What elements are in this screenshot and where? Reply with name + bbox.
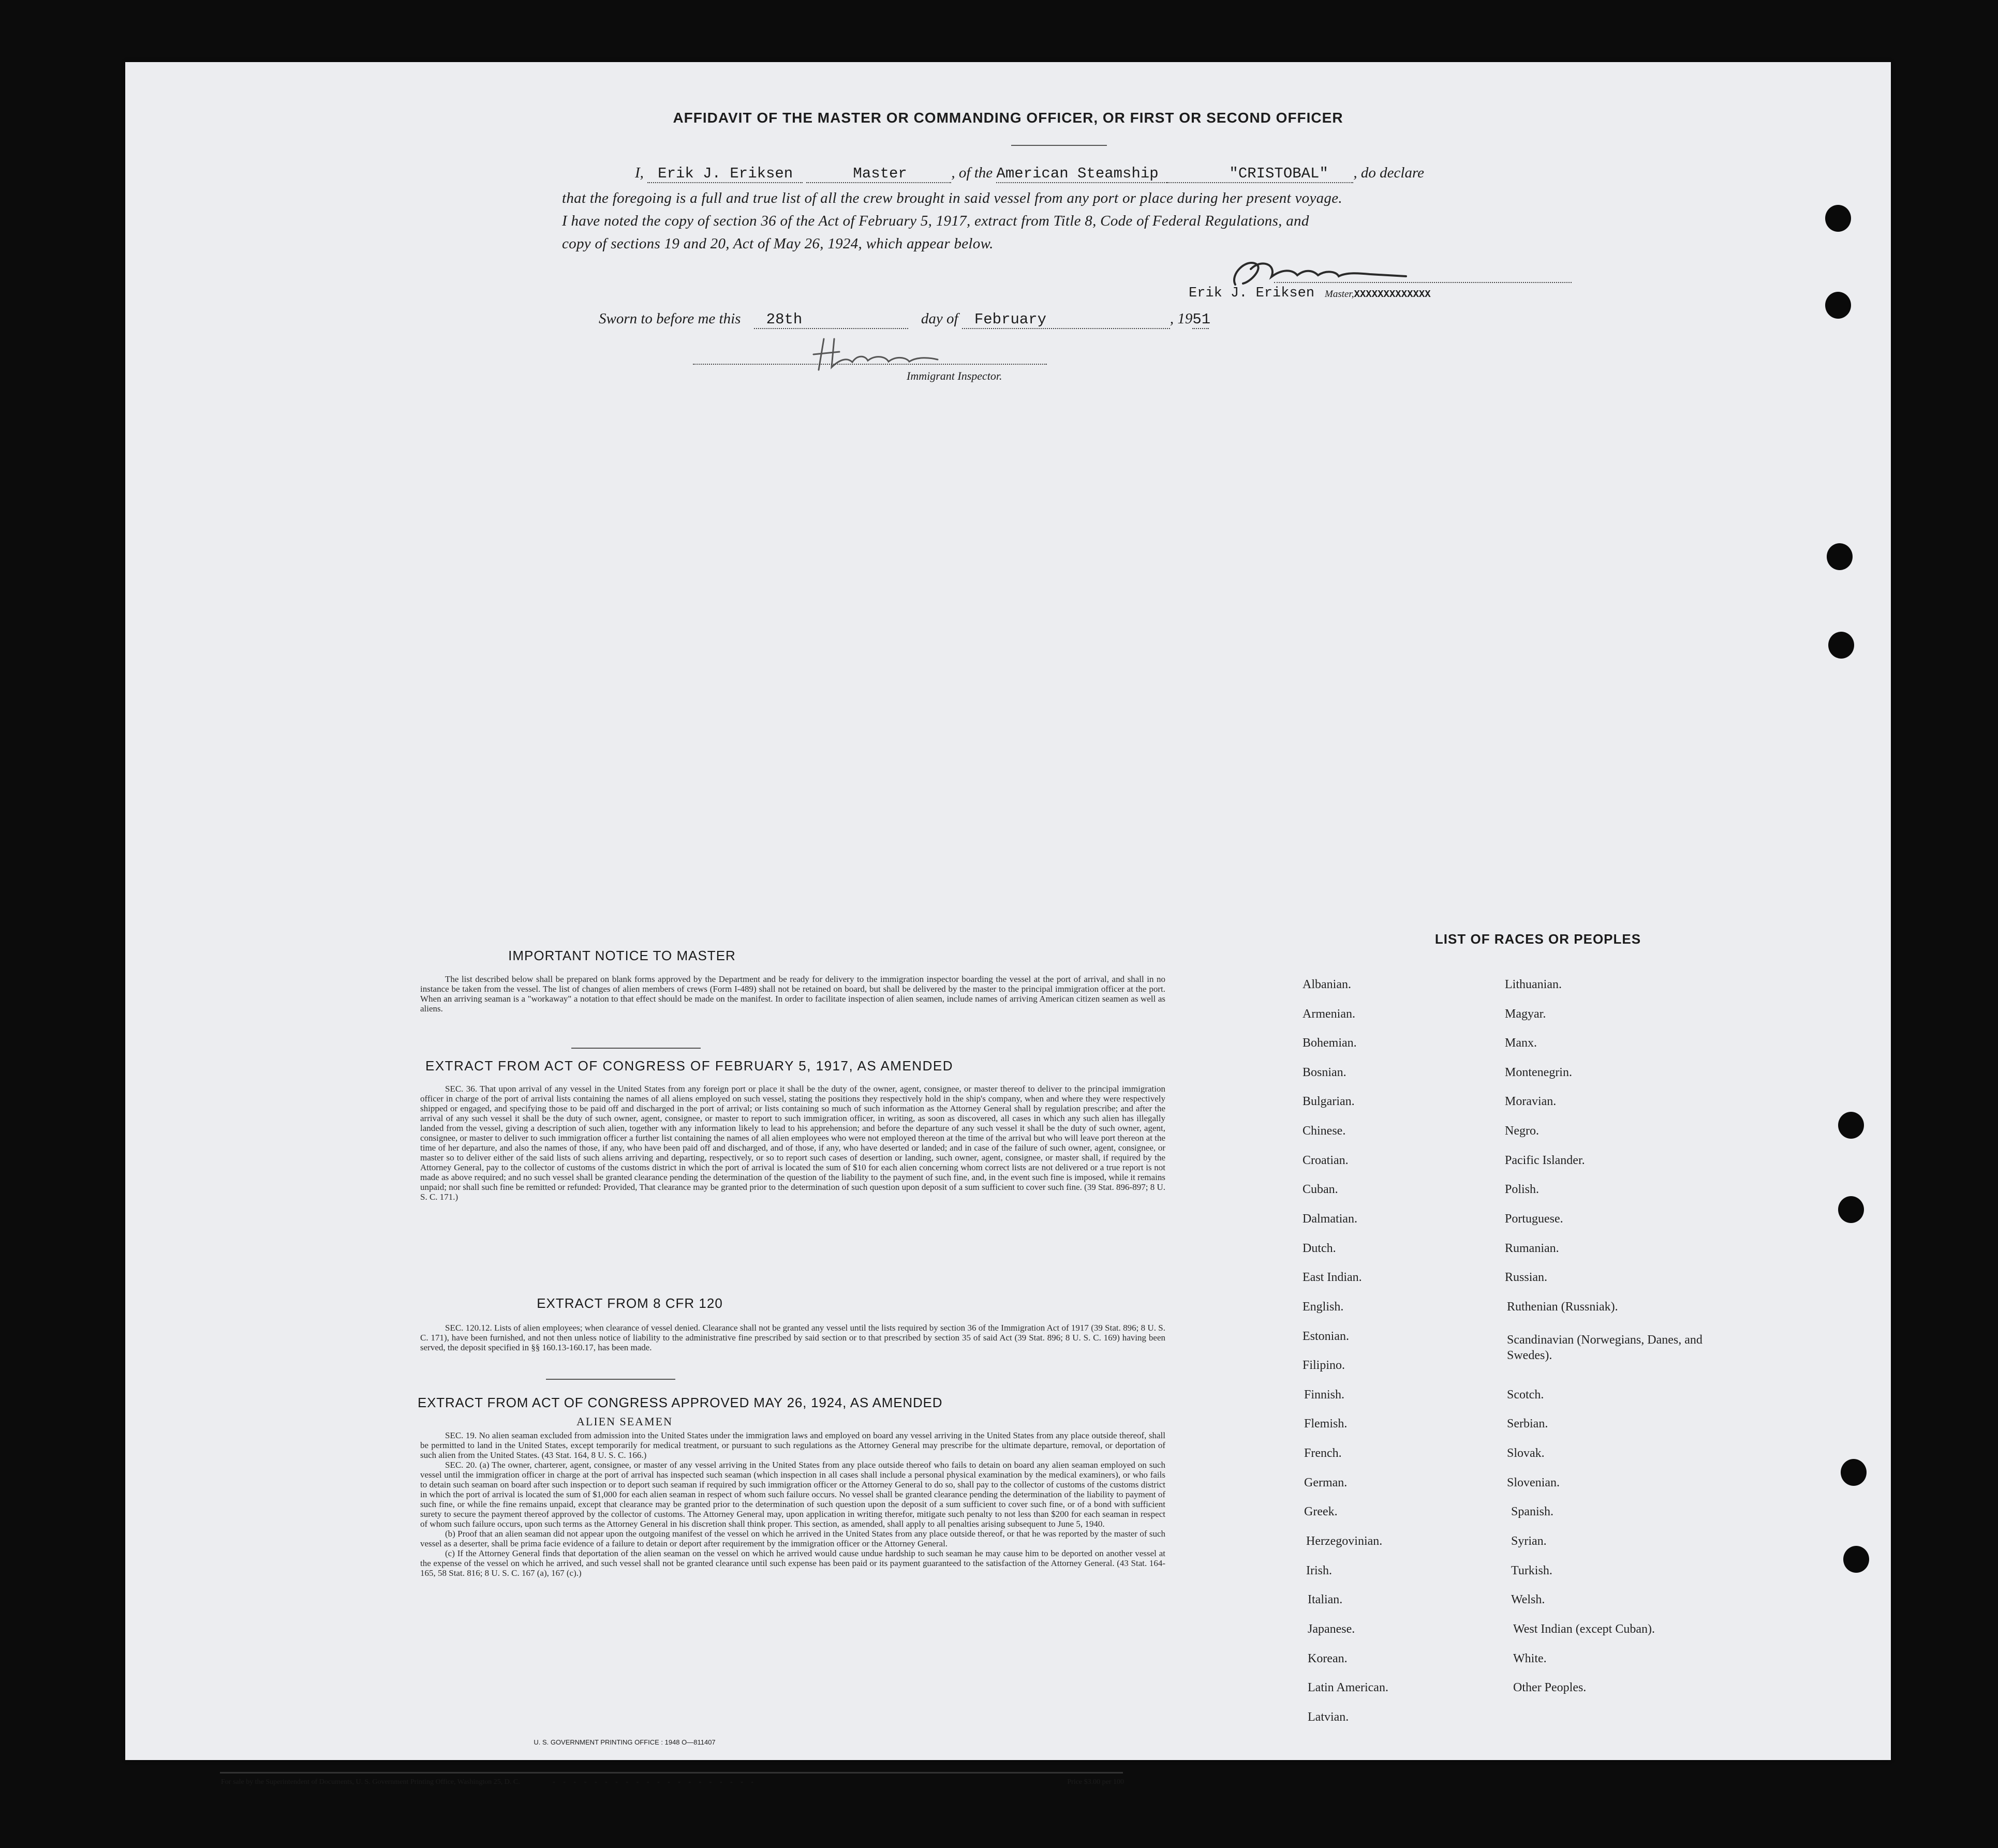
declaration-line-4: copy of sections 19 and 20, Act of May 26, 1924, which appear below. (562, 235, 994, 252)
race-item: West Indian (except Cuban). (1513, 1622, 1655, 1636)
day-of-label: day of (921, 310, 958, 327)
race-item: Magyar. (1505, 1007, 1546, 1021)
race-item: Welsh. (1511, 1593, 1545, 1606)
punch-hole (1843, 1546, 1869, 1573)
master-caption (1325, 289, 1431, 300)
punch-hole (1825, 292, 1851, 319)
title-rule (1011, 145, 1107, 146)
footer-price: Price $3.00 per 100 (1067, 1778, 1124, 1786)
paragraph-sec-19: SEC. 19. No alien seaman excluded from admission into the United States under the immigration laws and employed on board any vessel arriving in the United States from any place outside thereof, shall be permitted to land in the United States, except temporarily for medical treatment, or pursuant to such regulations as the Attorney General may prescribe for the ultimate departure, removal, or deportation of such alien from the United States. (43 Stat. 164, 8 U. S. C. 166.) (420, 1430, 1165, 1460)
inspector-caption: Immigrant Inspector. (907, 369, 1002, 382)
footer-rule (220, 1772, 1123, 1774)
punch-hole (1838, 1112, 1864, 1139)
race-item: Serbian. (1507, 1417, 1548, 1430)
race-item: Moravian. (1505, 1095, 1557, 1108)
race-item: English. (1303, 1300, 1344, 1314)
race-item: Rumanian. (1505, 1242, 1559, 1255)
signature-line (1274, 282, 1572, 283)
race-item: Turkish. (1511, 1564, 1552, 1577)
race-item: Slovenian. (1507, 1476, 1560, 1489)
race-item: Scotch. (1507, 1388, 1544, 1402)
race-item: Spanish. (1511, 1505, 1554, 1518)
extract-1924-title: EXTRACT FROM ACT OF CONGRESS APPROVED MAY 26, 1924, AS AMENDED (418, 1395, 943, 1410)
sworn-month-field: February (974, 311, 1047, 328)
punch-hole (1838, 1196, 1864, 1223)
printing-office-imprint: U. S. GOVERNMENT PRINTING OFFICE : 1948 O—811407 (534, 1738, 716, 1746)
declaration-line-1 (514, 165, 1694, 183)
sworn-year-field: 51 (1192, 311, 1211, 328)
race-item: Slovak. (1507, 1447, 1545, 1460)
declaration-pronoun: I, (635, 165, 644, 181)
notice-title: IMPORTANT NOTICE TO MASTER (508, 948, 736, 963)
ship-type-field: American Steamship (996, 165, 1159, 182)
document-page (125, 62, 1891, 1786)
race-item: Estonian. (1303, 1330, 1349, 1343)
race-item: Albanian. (1303, 978, 1351, 991)
paragraph-sec-20c: (c) If the Attorney General finds that deportation of the alien seaman on the vessel on which he arrived would cause undue hardship to such seaman he may cause him to be deported on another vessel at the expense of the vessel on which he arrived, and such vessel shall not be granted clearance until such expense has been paid or its payment guaranteed to the satisfaction of the Attorney General. (43 Stat. 164-165, 58 Stat. 816; 8 U. S. C. 167 (a), 167 (c).) (420, 1548, 1165, 1578)
race-item: Greek. (1304, 1505, 1338, 1518)
race-item: Italian. (1308, 1593, 1343, 1606)
master-caption-text: Master, (1325, 289, 1354, 300)
race-item: German. (1304, 1476, 1348, 1489)
race-item: Filipino. (1303, 1359, 1345, 1372)
of-the-label: , of the (951, 165, 993, 181)
punch-hole (1827, 543, 1853, 570)
race-item: Latvian. (1308, 1710, 1349, 1724)
race-item: Latin American. (1308, 1681, 1388, 1694)
races-title: LIST OF RACES OR PEOPLES (1434, 931, 1641, 947)
master-typed-name: Erik J. Eriksen (1189, 286, 1315, 301)
punch-hole (1828, 632, 1854, 659)
declaration-line-3: I have noted the copy of section 36 of the Act of February 5, 1917, extract from Title 8, Code of Federal Regulations, and (562, 213, 1309, 229)
year-prefix: , 19 (1170, 310, 1193, 327)
race-item: French. (1304, 1447, 1342, 1460)
race-item: Dutch. (1303, 1242, 1336, 1255)
race-item: Croatian. (1303, 1154, 1349, 1167)
race-item: Herzegovinian. (1306, 1534, 1383, 1548)
race-item: Lithuanian. (1505, 978, 1562, 991)
footer-sale-text: For sale by the Superintendent of Documents, U. S. Government Printing Office, Washington 25, D. C. (221, 1778, 520, 1786)
do-declare-label: , do declare (1353, 165, 1425, 181)
race-item: Other Peoples. (1513, 1681, 1587, 1694)
race-item: Montenegrin. (1505, 1066, 1572, 1079)
race-item: Bohemian. (1303, 1036, 1357, 1050)
divider (571, 1048, 701, 1049)
race-item: Bosnian. (1303, 1066, 1346, 1079)
race-item: Manx. (1505, 1036, 1537, 1050)
extract-1917-title: EXTRACT FROM ACT OF CONGRESS OF FEBRUARY 5, 1917, AS AMENDED (425, 1058, 953, 1074)
race-item: Finnish. (1304, 1388, 1345, 1402)
struck-officer-title: XXXXXXXXXXXXX (1354, 289, 1431, 300)
rank-field: Master (853, 165, 907, 182)
divider (546, 1379, 675, 1380)
punch-hole (1825, 205, 1851, 232)
race-item: Korean. (1308, 1652, 1348, 1665)
race-item: Pacific Islander. (1505, 1154, 1585, 1167)
race-item: Ruthenian (Russniak). (1507, 1300, 1618, 1314)
race-item: Dalmatian. (1303, 1212, 1357, 1226)
extract-1924-subtitle: ALIEN SEAMEN (576, 1415, 673, 1428)
race-item: Chinese. (1303, 1124, 1346, 1138)
race-item: Irish. (1306, 1564, 1332, 1577)
race-item: Bulgarian. (1303, 1095, 1355, 1108)
inspector-signature-line (693, 364, 1047, 365)
sworn-day-field: 28th (766, 311, 803, 328)
race-item: Russian. (1505, 1271, 1548, 1284)
race-item: Scandinavian (Norwegians, Danes, and Swedes). (1507, 1333, 1703, 1362)
race-item: East Indian. (1303, 1271, 1362, 1284)
footer (221, 1778, 1124, 1786)
race-item: Armenian. (1303, 1007, 1355, 1021)
master-name-field: Erik J. Eriksen (658, 165, 793, 182)
affidavit-title: AFFIDAVIT OF THE MASTER OR COMMANDING OFFICER, OR FIRST OR SECOND OFFICER (673, 110, 1343, 126)
race-item: Japanese. (1308, 1622, 1355, 1636)
sworn-prefix: Sworn to before me this (599, 310, 741, 327)
race-item: Portuguese. (1505, 1212, 1563, 1226)
punch-hole (1841, 1459, 1867, 1486)
race-item: Cuban. (1303, 1183, 1338, 1196)
race-item: Syrian. (1511, 1534, 1547, 1548)
paragraph-sec-20b: (b) Proof that an alien seaman did not appear upon the outgoing manifest of the vessel on which he arrived in the United States from any place outside thereof, or that he was reported by the master of such vessel as a deserter, shall be prima facie evidence of a failure to detain or deport after requirement by the immigration officer or the Attorney General. (420, 1529, 1165, 1548)
extract-1924-body (420, 1430, 1165, 1578)
ship-name-field: "CRISTOBAL" (1229, 165, 1328, 182)
extract-1917-body: SEC. 36. That upon arrival of any vessel in the United States from any foreign port or place it shall be the duty of the owner, agent, consignee, or master thereof to deliver to the principal immigration officer in charge of the port of arrival lists containing the names of all aliens employed on such vessel, stating the positions they respectively hold in the ship's company, when and where they were respectively shipped or engaged, and specifying those to be paid off and discharged in the port of arrival; or lists containing so much of such information as the Attorney General shall by regulation prescribe; and after the arrival of any such vessel it shall be the duty of such owner, agent, consignee, or master to report to such immigration officer, in writing, as soon as discovered, all cases in which any such alien has illegally landed from the vessel, giving a description of such alien, together with any information likely to lead to his apprehension; and before the departure of any such vessel it shall be the duty of such owner, agent, consignee, or master to deliver to such immigration officer a further list containing the names of all alien employees who were not employed thereon at the time of the arrival but who will leave port thereon at the time of her departure, and also the names of those, if any, who have been paid off and discharged, and of those, if any, who have deserted or landed; and in case of the failure of such owner, agent, consignee, or master so to deliver either of the said lists of such aliens arriving and departing, respectively, or so to report such cases of desertion or landing, such owner, agent, consignee, or master shall, if required by the Attorney General, pay to the collector of customs of the customs district in which the port of arrival is located the sum of $10 for each alien concerning whom correct lists are not delivered or a true report is not made as above required; and no such vessel shall be granted clearance pending the determination of the question of the liability to the payment of such fine, and, in the event such fine is imposed, while it remains unpaid; nor shall such fine be remitted or refunded: Provided, That clearance may be granted prior to the determination of such question upon deposit of a sum sufficient to cover such fine. (39 Stat. 896-897; 8 U. S. C. 171.) (420, 1084, 1165, 1202)
notice-body: The list described below shall be prepared on blank forms approved by the Department and be ready for delivery to the immigration inspector boarding the vessel at the port of arrival, and shall in no instance be taken from the vessel. The list of changes of alien members of crews (Form I-489) shall not be retained on board, but shall be delivered by the master to the principal immigration officer at the port. When an arriving seaman is a "workaway" a notation to that effect should be made on the manifest. In order to facilitate inspection of alien seamen, include names of arriving American citizen seamen as well as aliens. (420, 974, 1165, 1014)
race-item: White. (1513, 1652, 1547, 1665)
declaration-line-2: that the foregoing is a full and true list of all the crew brought in said vessel from any port or place during her present voyage. (562, 190, 1342, 206)
race-item: Negro. (1505, 1124, 1539, 1138)
paragraph-sec-20a: SEC. 20. (a) The owner, charterer, agent, consignee, or master of any vessel arriving in the United States from any place outside thereof who fails to detain on board any alien seaman employed on such vessel until the immigration officer in charge at the port of arrival has inspected such seaman (which inspection in all cases shall include a personal physical examination by the medical examiners), or who fails to detain such seaman on board after such inspection or to deport such seaman if required by such immigration officer or the Attorney General to do so, shall pay to the collector of customs of the customs district in which the port of arrival is located the sum of $1,000 for each alien seaman in respect of whom such failure occurs. No vessel shall be granted clearance pending the determination of the liability to payment of such fine, or while the fine remains unpaid, except that clearance may be granted prior to the determination of such question upon the deposit of a sum sufficient to cover such fine, or of a bond with sufficient surety to secure the payment thereof approved by the collector of customs. The Attorney General may, upon application in writing therefor, mitigate such penalty to not less than $200 for each seaman in respect of whom such failure occurs, upon such terms as the Attorney General in his discretion shall think proper. This section, as amended, shall apply to all penalties arising subsequent to June 5, 1940. (420, 1460, 1165, 1529)
race-item: Flemish. (1304, 1417, 1348, 1430)
extract-cfr-body: SEC. 120.12. Lists of alien employees; when clearance of vessel denied. Clearance shall not be granted any vessel until the lists required by section 36 of the Immigration Act of 1917 (39 Stat. 896; 8 U. S. C. 171), have been furnished, and not then unless notice of liability to the administrative fine prescribed by said section or to that prescribed by section 35 of said Act (39 Stat. 896; 8 U. S. C. 169) having been served, the deposit specified in §§ 160.13-160.17, has been made. (420, 1323, 1165, 1352)
extract-cfr-title: EXTRACT FROM 8 CFR 120 (537, 1295, 723, 1311)
footer-leaders: - - - - - - - - - - - - - - - - - - - - (553, 1778, 757, 1786)
inspector-signature (803, 323, 989, 372)
race-item: Polish. (1505, 1183, 1540, 1196)
